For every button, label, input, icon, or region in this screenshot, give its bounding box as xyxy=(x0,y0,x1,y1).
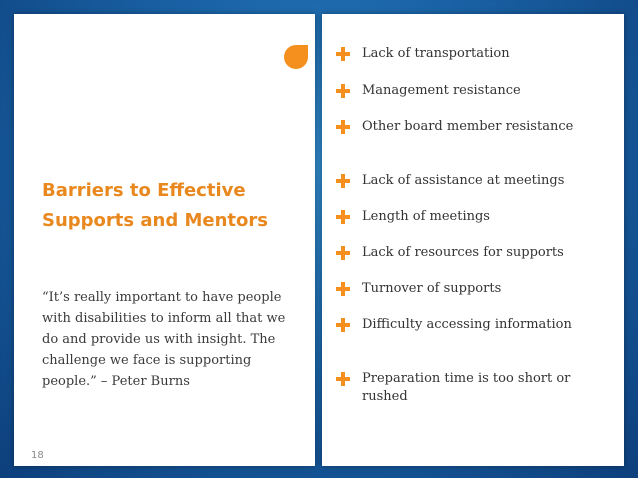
slide-title xyxy=(42,176,292,236)
plus-icon xyxy=(336,84,350,98)
plus-icon xyxy=(336,318,350,332)
slide-title-line-2: Supports and Mentors xyxy=(42,210,268,231)
list-item-text: Management resistance xyxy=(362,83,521,98)
plus-icon xyxy=(336,120,350,134)
list-item-text: Lack of resources for supports xyxy=(362,245,564,260)
plus-icon xyxy=(336,47,350,61)
list-item-text: Difficulty accessing information xyxy=(362,317,572,332)
page-number: 18 xyxy=(31,450,44,461)
slide-title-line-1: Barriers to Effective xyxy=(42,180,246,201)
list-item-text: Lack of transportation xyxy=(362,46,510,61)
plus-icon xyxy=(336,246,350,260)
plus-icon xyxy=(336,210,350,224)
orange-drop-icon xyxy=(284,45,308,69)
list-item-text: Lack of assistance at meetings xyxy=(362,173,565,188)
list-item-text: Preparation time is too short or rushed xyxy=(362,371,571,404)
list-item-text: Turnover of supports xyxy=(362,281,502,296)
quote-text: “It’s really important to have people with disabilities to inform all that we do and provide us with insight. The challenge we face is supporting people.” – Peter Burns xyxy=(42,290,286,389)
right-panel xyxy=(322,14,624,466)
left-panel xyxy=(14,14,315,466)
list-item-text: Other board member resistance xyxy=(362,119,574,134)
plus-icon xyxy=(336,282,350,296)
list-item-text: Length of meetings xyxy=(362,209,490,224)
plus-icon xyxy=(336,372,350,386)
plus-icon xyxy=(336,174,350,188)
